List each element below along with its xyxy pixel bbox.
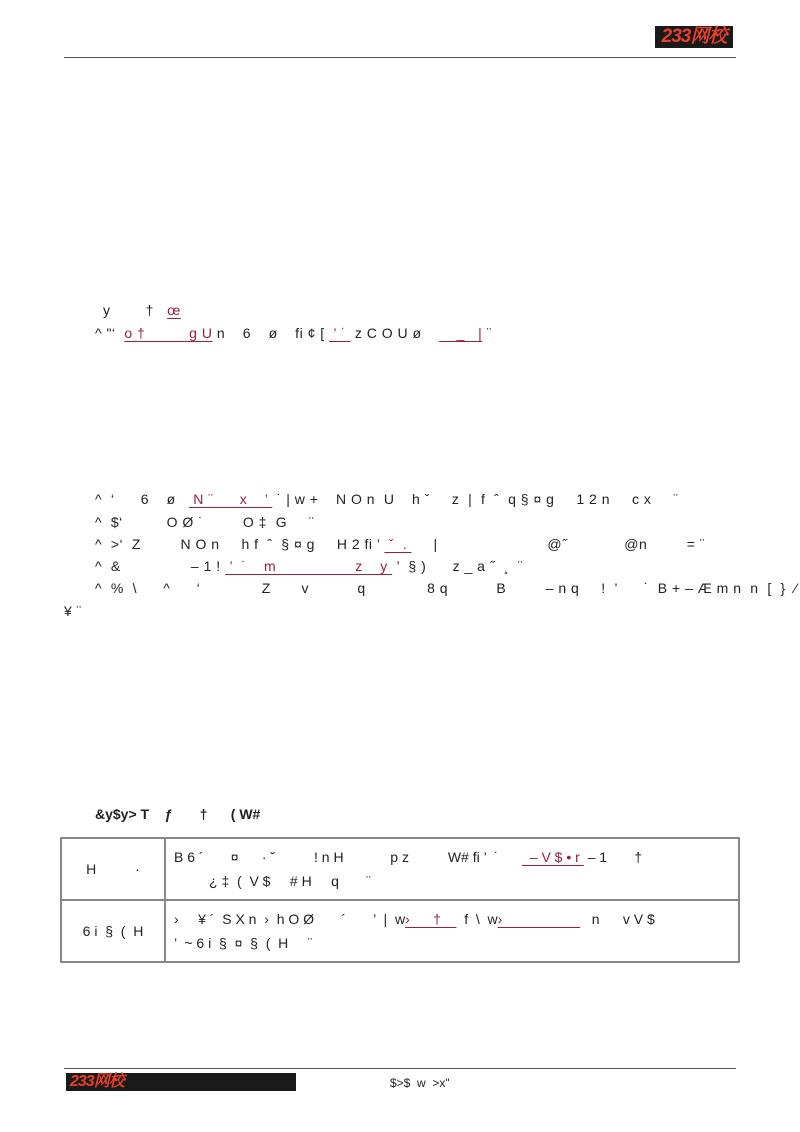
underlined-text: ’ ˙: [329, 325, 351, 341]
underlined-text: ˇ .: [384, 536, 412, 552]
text-span: – 1 †: [583, 849, 643, 865]
text-span: ^ % \ ^ ‘ Z v q 8 q B – n q ! ’ ˙ B + – Æ m n n [ } ⁄: [95, 580, 798, 596]
block2-line4: [95, 558, 523, 574]
block2-line6: [64, 603, 82, 619]
table-cell-content: [165, 900, 739, 962]
footer-logo: 233网校: [66, 1073, 296, 1091]
text-span: ^ >‘ Z N O n h f ˆ § ¤ g H 2 fi ’: [95, 536, 385, 552]
header-logo: 233网校: [655, 26, 733, 48]
text-span: ¥ ¨: [64, 603, 82, 619]
info-table: [60, 837, 740, 963]
text-span: ^ & – 1 !: [95, 558, 226, 574]
block1-line2: [95, 325, 492, 341]
block2-line2: [95, 514, 314, 530]
section-heading: &y$y> T ƒ † ( W#: [95, 806, 261, 822]
footer-rule: [64, 1068, 736, 1069]
underlined-text: – V $ • r: [522, 849, 584, 865]
text-span: ¨: [482, 325, 492, 341]
footer-text: $>$ w >x": [390, 1076, 450, 1090]
underlined-text: N ¨ x ’: [188, 491, 273, 507]
underlined-text: ›: [497, 911, 581, 927]
text-span: ^ $‘ O Ø ˙ O ‡ G ¨: [95, 514, 315, 530]
text-span: f \ w: [456, 911, 498, 927]
block1-line1: [103, 302, 181, 318]
text-span: ’ § ) z _ a ˝ ¸ ¨: [392, 558, 523, 574]
text-span: z C O U ø: [350, 325, 440, 341]
underlined-text: o † g U: [124, 325, 213, 341]
table-cell-label: 6 i § ( H: [61, 900, 165, 962]
underlined-text: › †: [405, 911, 457, 927]
text-span: ˙ | w + N O n U h ˇ z | f ˆ q § ¤ g 1 2 n c x ¨: [272, 491, 679, 507]
table-cell-content: [165, 838, 739, 900]
text-span: ^ "‘: [95, 325, 125, 341]
text-span: B 6 ´ ¤ · ˘ ! n H p z W# fi ’ ˙: [174, 849, 522, 865]
underlined-text: œ: [167, 302, 181, 318]
block2-line3: [95, 536, 705, 552]
block2-line1: [95, 491, 678, 507]
text-span: ’ ~ 6 i § ¤ § ( H ¨: [174, 935, 313, 951]
text-span: n 6 ø fi ¢ [: [212, 325, 330, 341]
table-cell-label: H ·: [61, 838, 165, 900]
text-span: | @˝ @n = ¨: [411, 536, 706, 552]
text-span: n v V $: [580, 911, 655, 927]
text-span: › ¥ ´ S X n › h O Ø ´ ’ | w: [174, 911, 406, 927]
text-span: ^ ‘ 6 ø: [95, 491, 189, 507]
text-span: ¿ ‡ ( V $ # H q ¨: [174, 873, 371, 889]
table-row: [61, 838, 739, 900]
text-span: y †: [103, 302, 168, 318]
underlined-text: _ |: [439, 325, 483, 341]
block2-line5: [95, 580, 797, 596]
underlined-text: ’ ˙ m z y: [225, 558, 393, 574]
table-row: [61, 900, 739, 962]
header-rule: [64, 57, 736, 58]
